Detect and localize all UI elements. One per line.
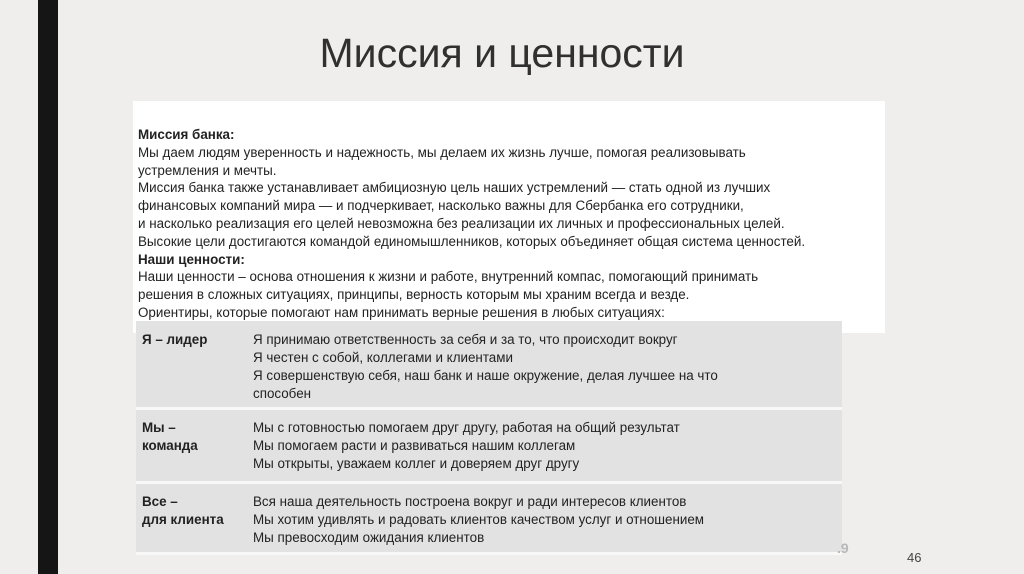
values-line: Наши ценности – основа отношения к жизни и работе, внутренний компас, помогающий принимать	[138, 269, 759, 285]
table-row	[136, 410, 842, 484]
mission-line: Высокие цели достигаются командой единомышленников, которых объединяет общая система ценностей.	[138, 233, 806, 249]
row-label: Я – лидер	[142, 332, 208, 347]
page-number: 46	[907, 550, 922, 565]
mission-heading: Миссия банка:	[138, 127, 235, 142]
corner-mark: .9	[837, 540, 849, 556]
values-table	[136, 321, 842, 555]
values-heading: Наши ценности:	[138, 251, 245, 267]
table-row	[136, 484, 842, 555]
left-accent-bar	[38, 0, 58, 574]
mission-line: финансовых компаний мира — и подчеркивает, насколько важны для Сбербанка его сотрудники,	[138, 198, 744, 214]
row-label: Мы – команда	[142, 420, 198, 453]
row-label: Все – для клиента	[142, 494, 224, 527]
mission-line: Мы даем людям уверенность и надежность, мы делаем их жизнь лучше, помогая реализовывать	[138, 144, 746, 160]
row-text: Я принимаю ответственность за себя и за то, что происходит вокруг Я честен с собой, коллегами и клиентами Я совершенствую себя, наш банк и наше окружение, делая лучшее на что способен	[253, 332, 718, 401]
table-row	[136, 321, 842, 410]
slide-title: Миссия и ценности	[319, 30, 685, 76]
mission-line: Миссия банка также устанавливает амбициозную цель наших устремлений — стать одной из лучших	[138, 180, 771, 196]
mission-text-block	[138, 126, 883, 322]
row-text: Вся наша деятельность построена вокруг и ради интересов клиентов Мы хотим удивлять и радовать клиентов качеством услуг и отношением Мы превосходим ожидания клиентов	[253, 494, 704, 545]
values-line: Ориентиры, которые помогают нам принимать верные решения в любых ситуациях:	[138, 304, 665, 320]
row-text: Мы с готовностью помогаем друг другу, работая на общий результат Мы помогаем расти и развиваться нашим коллегам Мы открыты, уважаем коллег и доверяем друг другу	[253, 420, 680, 471]
values-line: решения в сложных ситуациях, принципы, верность которым мы храним всегда и везде.	[138, 287, 690, 303]
mission-line: устремления и мечты.	[138, 162, 277, 178]
mission-line: и насколько реализация его целей невозможна без реализации их личных и профессиональных целей.	[138, 215, 785, 231]
